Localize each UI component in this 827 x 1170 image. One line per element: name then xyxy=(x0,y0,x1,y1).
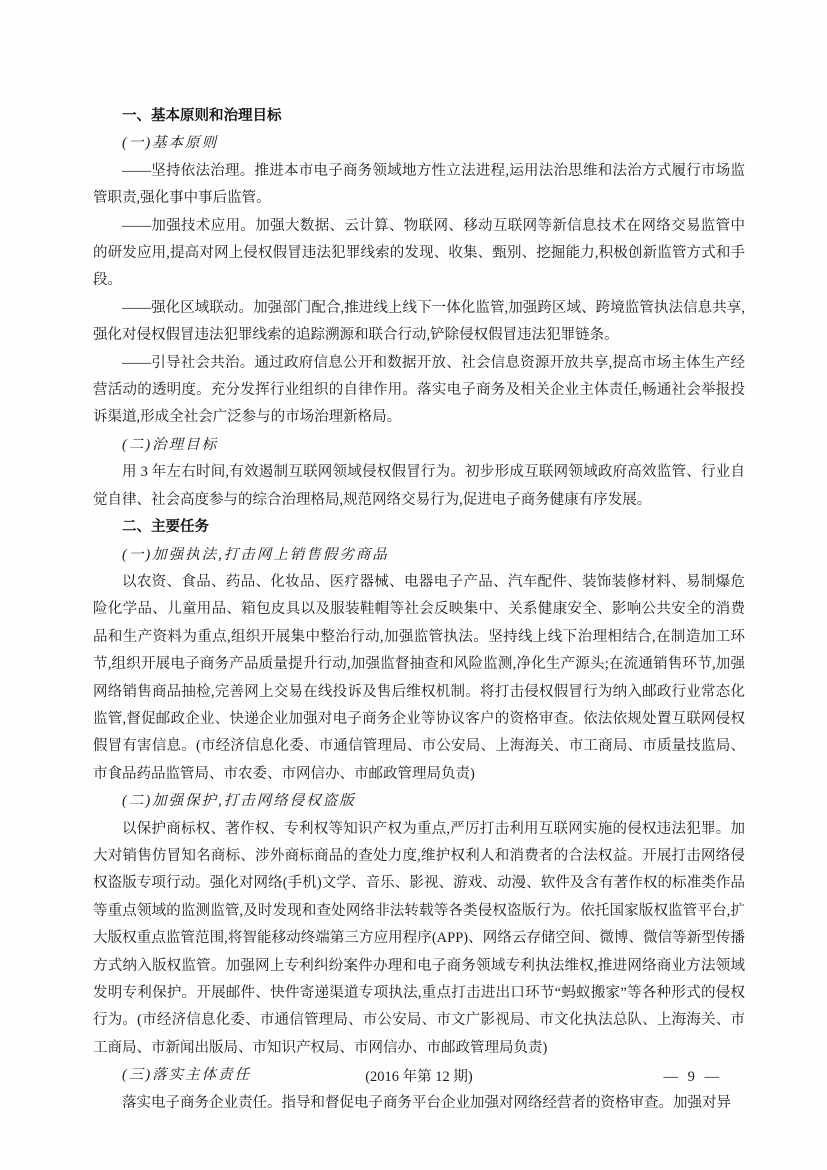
subsection-heading-governance-goal: (二)治理目标 xyxy=(122,436,219,453)
footer-issue-label: (2016 年第 12 期) xyxy=(365,1069,473,1085)
paragraph-task-enforcement-counterfeits: 以农资、食品、药品、化妆品、医疗器械、电器电子产品、汽车配件、装饰装修材料、易制爆危险化学品、儿童用品、箱包皮具以及服装鞋帽等社会反映集中、关系健康安全、影响公共安全的消费品和生产资料为重点,组织开展集中整治行动,加强监管执法。坚持线上线下治理相结合,在制造加工环节,组织开展电子商务产品质量提升行动,加强监督抽查和风险监测,净化生产源头;在流通销售环节,加强网络销售商品抽检,完善网上交易在线投诉及售后维权机制。将打击侵权假冒行为纳入邮政行业常态化监管,督促邮政企业、快递企业加强对电子商务企业等协议客户的资格审查。依法依规处置互联网侵权假冒有害信息。(市经济信息化委、市通信管理局、市公安局、上海海关、市工商局、市质量技监局、市食品药品监管局、市农委、市网信办、市邮政管理局负责) xyxy=(93,573,745,782)
paragraph-task-ip-protection-piracy: 以保护商标权、著作权、专利权等知识产权为重点,严厉打击利用互联网实施的侵权违法犯罪。加大对销售仿冒知名商标、涉外商标商品的查处力度,维护权利人和消费者的合法权益。开展打击网络侵权盗版专项行动。强化对网络(手机)文学、音乐、影视、游戏、动漫、软件及含有著作权的标准类作品等重点领域的监测监管,及时发现和查处网络非法转载等各类侵权盗版行为。依托国家版权监管平台,扩大版权重点监管范围,将智能移动终端第三方应用程序(APP)、网络云存储空间、微博、微信等新型传播方式纳入版权监管。加强网上专利纠纷案件办理和电子商务领域专利执法维权,推进网络商业方法领域发明专利保护。开展邮件、快件寄递渠道专项执法,重点打击进出口环节“蚂蚁搬家”等各种形式的侵权行为。(市经济信息化委、市通信管理局、市公安局、市文广影视局、市文化执法总队、上海海关、市工商局、市新闻出版局、市知识产权局、市网信办、市邮政管理局负责) xyxy=(93,820,745,1056)
paragraph-three-year-goal: 用 3 年左右时间,有效遏制互联网领域侵权假冒行为。初步形成互联网领域政府高效监管、行业自觉自律、社会高度参与的综合治理格局,规范网络交易行为,促进电子商务健康有序发展。 xyxy=(93,464,745,508)
subsection-heading-basic-principles: (一)基本原则 xyxy=(122,135,219,152)
page-footer xyxy=(93,1064,745,1091)
footer-page-number: — 9 — xyxy=(663,1069,722,1085)
subsection-heading-entity-responsibility: (三)落实主体责任 xyxy=(122,1067,252,1084)
section-heading-main-tasks: 二、主要任务 xyxy=(122,519,209,536)
subsection-heading-enforcement-counterfeits: (一)加强执法,打击网上销售假劣商品 xyxy=(122,546,389,563)
section-heading-principles-and-goals: 一、基本原则和治理目标 xyxy=(122,108,282,124)
paragraph-task-entity-responsibility-partial: 落实电子商务企业责任。指导和督促电子商务平台企业加强对网络经营者的资格审查。加强对异 xyxy=(122,1094,731,1111)
paragraph-regional-coordination: ——强化区域联动。加强部门配合,推进线上线下一体化监管,加强跨区域、跨境监管执法信息共享,强化对侵权假冒违法犯罪线索的追踪溯源和联合行动,铲除侵权假冒违法犯罪链条。 xyxy=(93,299,745,344)
paragraph-technology-application: ——加强技术应用。加强大数据、云计算、物联网、移动互联网等新信息技术在网络交易监管中的研发应用,提高对网上侵权假冒违法犯罪线索的发现、收集、甄别、挖掘能力,积极创新监管方式和手段。 xyxy=(93,217,745,289)
paragraph-social-cogovernance: ——引导社会共治。通过政府信息公开和数据开放、社会信息资源开放共享,提高市场主体生产经营活动的透明度。充分发挥行业组织的自律作用。落实电子商务及相关企业主体责任,畅通社会举报投诉渠道,形成全社会广泛参与的市场治理新格局。 xyxy=(93,354,745,426)
paragraph-rule-of-law: ——坚持依法治理。推进本市电子商务领域地方性立法进程,运用法治思维和法治方式履行市场监管职责,强化事中事后监管。 xyxy=(93,162,745,207)
subsection-heading-ip-protection-piracy: (二)加强保护,打击网络侵权盗版 xyxy=(122,793,356,810)
